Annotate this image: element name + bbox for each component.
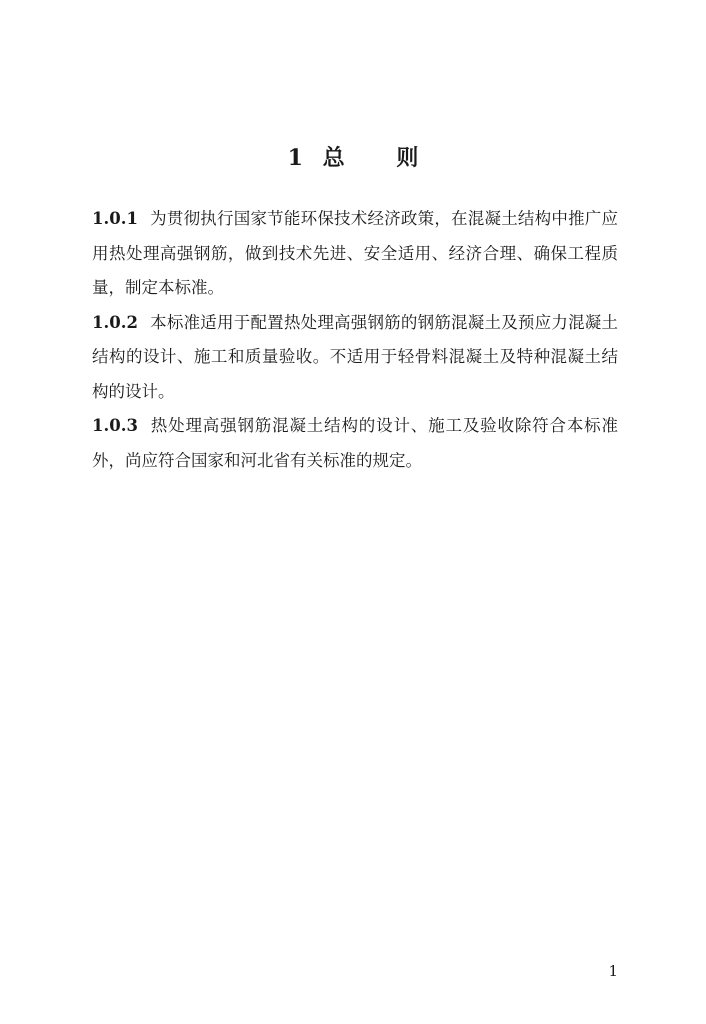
chapter-number: 1 [287,145,303,171]
page-number: 1 [608,962,618,980]
clause-text: 热处理高强钢筋混凝土结构的设计、施工及验收除符合本标准外，尚应符合国家和河北省有关标准的规定。 [92,416,618,470]
clause-text: 为贯彻执行国家节能环保技术经济政策，在混凝土结构中推广应用热处理高强钢筋，做到技术先进、安全适用、经济合理、确保工程质量，制定本标准。 [92,209,618,297]
clause-1-0-2 [92,306,618,410]
clause-1-0-1 [92,202,618,306]
chapter-title-char-2: 则 [396,145,419,171]
clause-1-0-3 [92,409,618,478]
clause-number: 1.0.2 [92,312,138,332]
chapter-title-char-1: 总 [322,145,345,171]
clause-number: 1.0.1 [92,209,138,228]
clause-number: 1.0.3 [92,416,138,435]
chapter-title [0,143,706,173]
clause-text: 本标准适用于配置热处理高强钢筋的钢筋混凝土及预应力混凝土结构的设计、施工和质量验收。不适用于轻骨料混凝土及特种混凝土结构的设计。 [92,312,618,401]
chapter-body [92,202,618,478]
